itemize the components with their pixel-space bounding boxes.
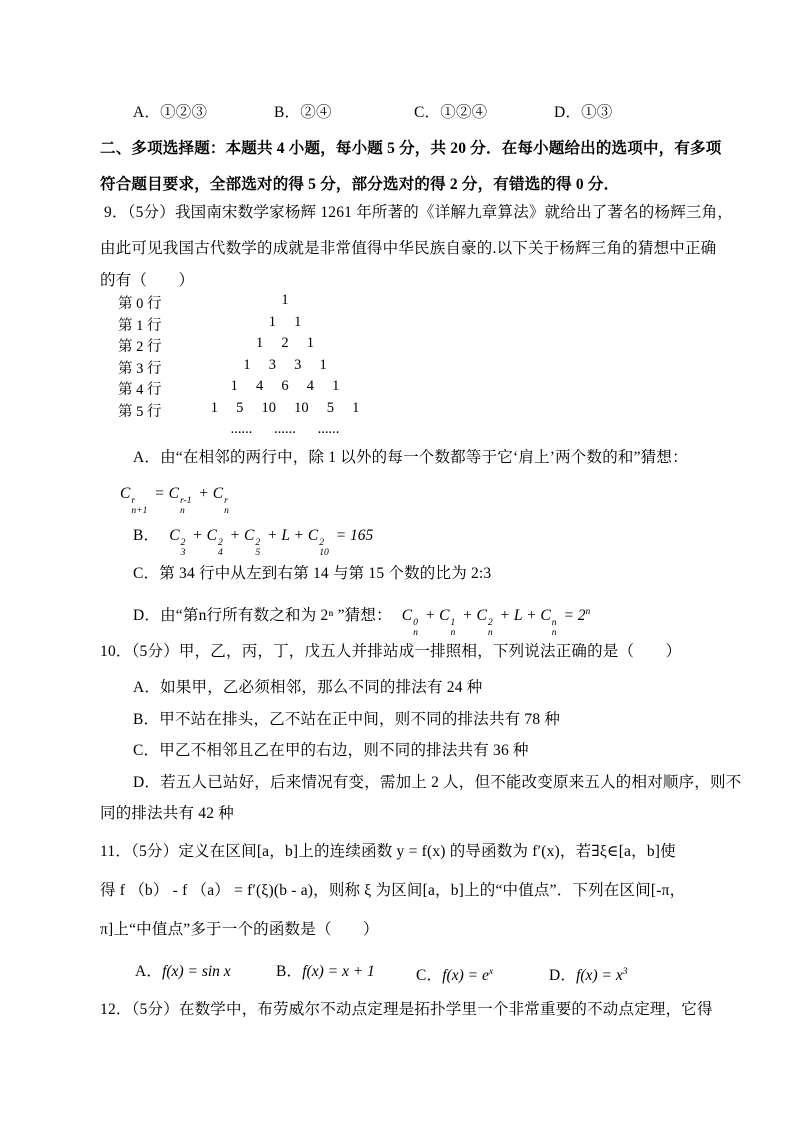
question10-stem: 10．（5分）甲，乙，丙，丁，戊五人并排站成一排照相，下列说法正确的是（ ） <box>100 643 682 660</box>
question9-stem-line1: 9．（5分）我国南宋数学家杨辉 1261 年所著的《详解九章算法》就给出了著名的杨辉三角， <box>104 204 734 221</box>
question9-option-d <box>133 601 590 638</box>
question11-stem-line1: 11．（5分）定义在区间[a，b]上的连续函数 y = f(x) 的导函数为 f′(x)，若∃ξ∈[a，b]使 <box>100 843 676 860</box>
question11-option-c <box>416 961 493 986</box>
option-formula: f(x) = sin x <box>162 963 231 980</box>
option-formula: $f(x) = x^3$ <box>576 966 628 985</box>
option-label: C． <box>416 967 443 985</box>
option-label: A． <box>135 963 163 980</box>
option-label: B． <box>276 963 303 980</box>
pascal-triangle-row <box>0 378 794 399</box>
question11-option-d <box>549 961 628 986</box>
pascal-triangle-row <box>0 292 794 313</box>
triangle-row-label: 第 1 行 <box>118 318 162 334</box>
question10-option-d-line1: D．若五人已站好，后来情况有变，需加上 2 人，但不能改变原来五人的相对顺序，则不 <box>133 774 742 791</box>
question9-stem-line3: 的有（ ） <box>100 272 195 289</box>
pascal-triangle-row <box>0 314 794 335</box>
question8-option-d <box>554 102 613 123</box>
triangle-row-label: 第 0 行 <box>118 296 162 312</box>
question8-option-c <box>414 102 487 123</box>
option-value: ①③ <box>581 104 613 121</box>
triangle-row-label: 第 4 行 <box>118 382 162 398</box>
pascal-triangle-row <box>0 400 794 421</box>
question10-option-c: C．甲乙不相邻且乙在甲的右边，则不同的排法共有 36 种 <box>133 742 529 759</box>
option-label: D． <box>549 967 577 985</box>
option-value: ①②③ <box>160 104 208 121</box>
option-label: D． <box>554 104 582 121</box>
question10-option-d-line2: 同的排法共有 42 种 <box>100 805 234 822</box>
question9-stem-line2: 由此可见我国古代数学的成就是非常值得中华民族自豪的.以下关于杨辉三角的猜想中正确 <box>100 240 717 257</box>
triangle-row-numbers: 1 <box>281 292 289 308</box>
triangle-row-numbers: 1 3 3 1 <box>243 357 327 373</box>
question10-option-a: A．如果甲，乙必须相邻，那么不同的排法有 24 种 <box>133 679 483 696</box>
question11-option-a <box>135 961 231 982</box>
option-formula: f(x) = x + 1 <box>302 963 375 980</box>
option-formula: $f(x) = e^x$ <box>442 966 494 985</box>
option-label: A． <box>133 104 161 121</box>
question9-option-a-text: A．由“在相邻的两行中，除 1 以外的每一个数都等于它‘肩上’两个数的和”猜想： <box>133 449 688 466</box>
triangle-row-numbers: 1 1 <box>268 314 302 330</box>
option-label: B． <box>274 104 301 121</box>
question9-option-b-formula: C 2 3 + C 2 4 + C 2 5 + L + C 2 10 = 165 <box>169 527 374 558</box>
pascal-triangle-ellipsis-row <box>0 421 794 442</box>
triangle-row-numbers: 1 5 10 10 5 1 <box>210 400 360 416</box>
triangle-row-numbers: 1 2 1 <box>256 335 314 351</box>
question8-option-b <box>274 102 332 123</box>
option-value: ②④ <box>300 104 332 121</box>
triangle-row-label: 第 5 行 <box>118 404 162 420</box>
triangle-row-label: 第 3 行 <box>118 361 162 377</box>
section-header-line2: 符合题目要求，全部选对的得 5 分，部分选对的得 2 分，有错选的得 0 分． <box>100 176 620 193</box>
question8-option-a <box>133 102 207 123</box>
triangle-row-numbers: 1 4 6 4 1 <box>230 378 340 394</box>
option-value: ①②④ <box>440 104 488 121</box>
question11-stem-line2: 得 f （b） - f （a） = f′(ξ)(b - a)，则称 ξ 为区间[a，b]上的“中值点”．下列在区间[-π， <box>100 882 686 899</box>
option-label: B． <box>133 527 160 544</box>
question9-option-a-formula: C r n+1 = C r-1 n + C r n <box>120 485 229 516</box>
question9-option-d-formula: C 0 n + C 1 n + C 2 n + L + C n n = $2^n$ <box>401 606 591 639</box>
question9-option-c-text: C．第 34 行中从左到右第 14 与第 15 个数的比为 2:3 <box>133 565 492 582</box>
triangle-row-label: 第 2 行 <box>118 339 162 355</box>
pascal-triangle-row <box>0 357 794 378</box>
question11-option-b <box>276 961 375 982</box>
option-label: C． <box>414 104 441 121</box>
triangle-ellipsis: ...... ...... ...... <box>230 421 340 437</box>
question9-option-d-text: D．由“第n行所有数之和为 2ⁿ ”猜想： <box>133 607 392 625</box>
pascal-triangle-row <box>0 335 794 356</box>
question9-option-b <box>133 525 373 558</box>
section-header-line1: 二、多项选择题：本题共 4 小题，每小题 5 分，共 20 分．在每小题给出的选项中，有多项 <box>100 140 722 157</box>
question10-option-b: B．甲不站在排头，乙不站在正中间，则不同的排法共有 78 种 <box>133 711 561 728</box>
question11-stem-line3: π]上“中值点”多于一个的函数是（ ） <box>100 921 379 938</box>
question12-stem: 12．（5分）在数学中，布劳威尔不动点定理是拓扑学里一个非常重要的不动点定理，它得 <box>100 1001 713 1018</box>
